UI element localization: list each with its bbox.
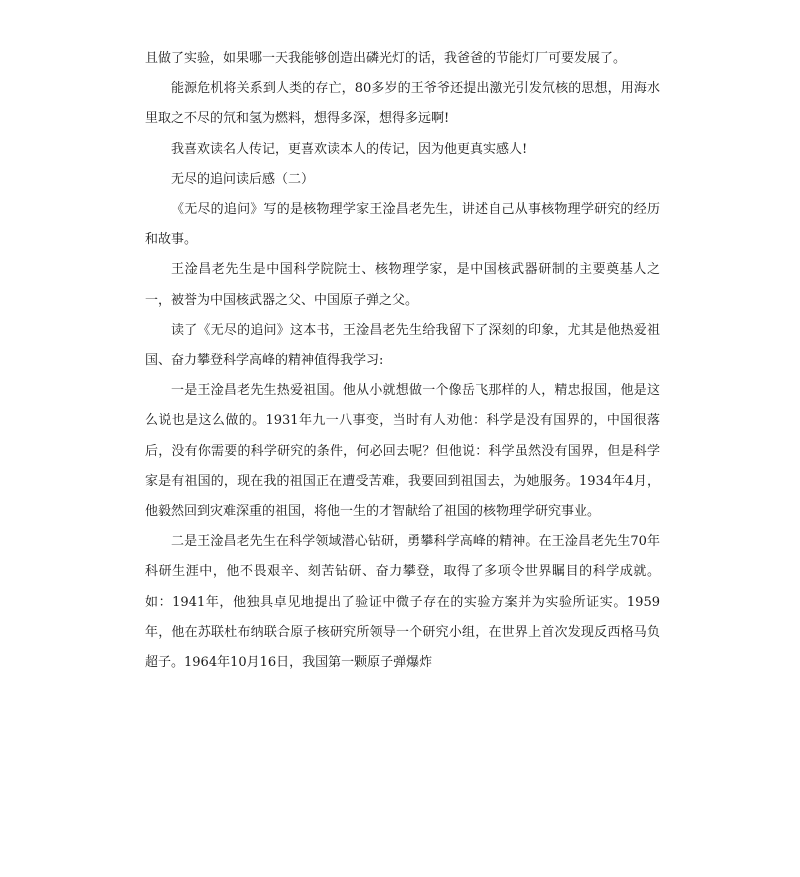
paragraph-7: 读了《无尽的追问》这本书，王淦昌老先生给我留下了深刻的印象，尤其是他热爱祖国、奋力攀登科学高峰的精神值得我学习: xyxy=(145,322,660,369)
paragraph-6: 王淦昌老先生是中国科学院院士、核物理学家，是中国核武器研制的主要奠基人之一，被誉为中国核武器之父、中国原子弹之父。 xyxy=(145,262,660,308)
section-heading: 无尽的追问读后感（二） xyxy=(171,171,315,187)
paragraph-9: 二是王淦昌老先生在科学领域潜心钻研，勇攀科学高峰的精神。在王淦昌老先生70年科研生涯中，他不畏艰辛、刻苦钻研、奋力攀登，取得了多项令世界瞩目的科学成就。如：1941年，他独具卓见地提出了验证中微子存在的实验方案并为实验所证实。1959年，他在苏联杜布纳联合原子核研究所领导一个研究小组，在世界上首次发现反西格马负超子。1964年10月16日，我国第一颗原子弹爆炸 xyxy=(145,534,660,671)
paragraph-1: 且做了实验，如果哪一天我能够创造出磷光灯的话，我爸爸的节能灯厂可要发展了。 xyxy=(145,51,627,66)
paragraph-2: 能源危机将关系到人类的存亡，80多岁的王爷爷还提出激光引发氘核的思想，用海水里取之不尽的氘和氢为燃料，想得多深，想得多远啊! xyxy=(145,81,660,127)
paragraph-8: 一是王淦昌老先生热爱祖国。他从小就想做一个像岳飞那样的人，精忠报国，他是这么说也是这么做的。1931年九一八事变，当时有人劝他：科学是没有国界的，中国很落后，没有你需要的科学研究的条件，何必回去呢？但他说：科学虽然没有国界，但是科学家是有祖国的，现在我的祖国正在遭受苦难，我要回到祖国去，为她服务。1934年4月，他毅然回到灾难深重的祖国，将他一生的才智献给了祖国的核物理学研究事业。 xyxy=(145,383,660,520)
paragraph-3: 我喜欢读名人传记，更喜欢读本人的传记，因为他更真实感人! xyxy=(171,141,528,157)
paragraph-5: 《无尽的追问》写的是核物理学家王淦昌老先生，讲述自己从事核物理学研究的经历和故事。 xyxy=(145,202,660,248)
document-body xyxy=(145,44,660,678)
